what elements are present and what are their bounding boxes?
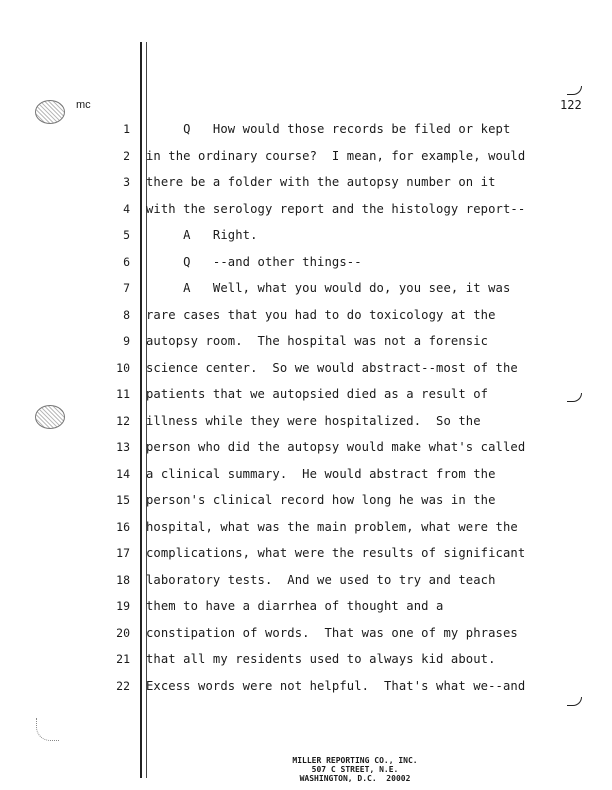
transcript-line <box>0 679 612 705</box>
footer-city: WASHINGTON, D.C. 20002 <box>299 774 411 783</box>
transcript-line <box>0 414 612 440</box>
line-text: person who did the autopsy would make what's called <box>146 440 526 454</box>
line-text: A Right. <box>146 228 258 242</box>
line-text: Excess words were not helpful. That's what we--and <box>146 678 526 693</box>
transcript-line <box>0 149 612 175</box>
reporter-footer <box>270 756 440 783</box>
line-number: 6 <box>123 254 130 269</box>
line-number: 13 <box>116 440 130 454</box>
transcript-line <box>0 467 612 493</box>
transcript-line <box>0 228 612 254</box>
punch-hole-top <box>35 100 65 124</box>
line-number: 10 <box>116 360 130 375</box>
transcript-line <box>0 652 612 678</box>
line-number: 7 <box>123 281 130 295</box>
transcript-line <box>0 202 612 228</box>
transcript-line <box>0 626 612 652</box>
line-number: 1 <box>123 122 130 136</box>
transcript-line <box>0 493 612 519</box>
line-text: a clinical summary. He would abstract from the <box>146 466 496 481</box>
line-text: hospital, what was the main problem, what were the <box>146 519 518 534</box>
line-text: with the serology report and the histology report-- <box>146 201 526 216</box>
line-text: A Well, what you would do, you see, it was <box>146 281 511 295</box>
line-text: illness while they were hospitalized. So the <box>146 413 481 428</box>
line-number: 3 <box>123 175 130 189</box>
transcript-line <box>0 175 612 201</box>
page-number: 122 <box>560 98 582 112</box>
transcript-line <box>0 520 612 546</box>
line-number: 22 <box>116 678 130 693</box>
transcript-line <box>0 546 612 572</box>
line-number: 11 <box>116 387 130 401</box>
line-number: 12 <box>116 413 130 428</box>
line-text: autopsy room. The hospital was not a forensic <box>146 334 489 348</box>
line-text: Q How would those records be filed or kept <box>146 122 511 136</box>
footer-street: 507 C STREET, N.E. <box>311 765 399 774</box>
line-text: in the ordinary course? I mean, for example, would <box>146 148 526 163</box>
line-text: Q --and other things-- <box>146 254 362 269</box>
line-text: that all my residents used to always kid about. <box>146 652 496 666</box>
transcript-line <box>0 599 612 625</box>
transcript-line <box>0 122 612 148</box>
line-text: laboratory tests. And we used to try and teach <box>146 572 496 587</box>
line-number: 8 <box>123 307 130 322</box>
line-number: 4 <box>123 201 130 216</box>
line-number: 2 <box>123 148 130 163</box>
line-number: 15 <box>116 493 130 507</box>
transcript-line <box>0 255 612 281</box>
transcript-line <box>0 281 612 307</box>
line-number: 16 <box>116 519 130 534</box>
line-text: complications, what were the results of significant <box>146 546 526 560</box>
line-text: there be a folder with the autopsy number on it <box>146 175 496 189</box>
line-number: 14 <box>116 466 130 481</box>
line-number: 17 <box>116 546 130 560</box>
transcript-line <box>0 440 612 466</box>
line-number: 18 <box>116 572 130 587</box>
line-number: 5 <box>123 228 130 242</box>
transcript-line <box>0 308 612 334</box>
transcript-line <box>0 573 612 599</box>
transcript-line <box>0 361 612 387</box>
reporter-initials: mc <box>76 99 91 111</box>
check-mark-icon <box>567 86 582 95</box>
transcript-line <box>0 387 612 413</box>
line-text: rare cases that you had to do toxicology at the <box>146 307 496 322</box>
punch-hole-bottom-mark <box>36 718 59 741</box>
line-text: patients that we autopsied died as a result of <box>146 387 489 401</box>
line-number: 21 <box>116 652 130 666</box>
line-text: them to have a diarrhea of thought and a <box>146 599 444 613</box>
line-number: 9 <box>123 334 130 348</box>
footer-company: MILLER REPORTING CO., INC. <box>292 756 418 765</box>
line-text: person's clinical record how long he was in the <box>146 493 496 507</box>
line-number: 20 <box>116 625 130 640</box>
transcript-line <box>0 334 612 360</box>
line-text: science center. So we would abstract--most of the <box>146 360 518 375</box>
line-text: constipation of words. That was one of my phrases <box>146 625 518 640</box>
line-number: 19 <box>116 599 130 613</box>
